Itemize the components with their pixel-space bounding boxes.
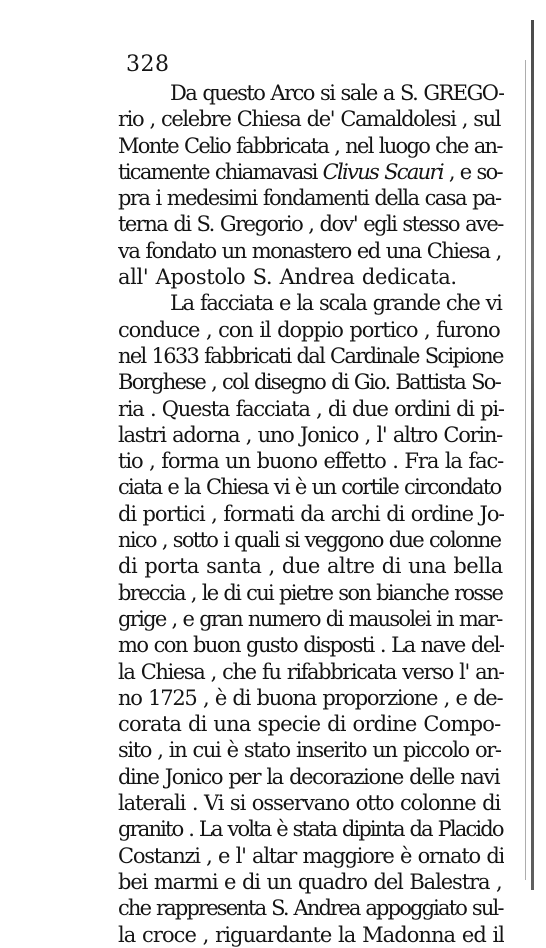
text-line: che rappresenta S. Andrea appoggiato sul- (118, 896, 503, 921)
text-line: nel 1633 fabbricati dal Cardinale Scipione (118, 343, 503, 368)
text-line: rio , celebre Chiesa de' Camaldolesi , sul (118, 107, 501, 132)
text-line: tio , forma un buono effetto . Fra la fac- (118, 449, 504, 474)
text-line: no 1725 , è di buona proporzione , e de- (118, 685, 503, 710)
text-line: grige , e gran numero di mausolei in mar- (118, 606, 502, 631)
italic-term: Clivus Scauri (322, 159, 443, 184)
body-text (118, 80, 504, 948)
text-line: Borghese , col disegno di Gio. Battista So- (118, 370, 501, 395)
text-line: dine Jonico per la decorazione delle navi (118, 764, 500, 789)
text-line: va fondato un monastero ed una Chiesa , (118, 238, 501, 263)
page-edge-shadow (531, 20, 534, 890)
text-line: breccia , le di cui pietre son bianche rosse (118, 580, 503, 605)
text-line: laterali . Vi si osservano otto colonne di (118, 791, 501, 816)
text-line: nico , sotto i quali si veggono due colonne (118, 528, 501, 553)
text-line: sito , in cui è stato inserito un piccolo or- (118, 738, 501, 763)
text-line: terna di S. Gregorio , dov' egli stesso ave- (118, 212, 503, 237)
text-line: lastri adorna , uno Jonico , l' altro Corin- (118, 422, 502, 447)
text-line: la Chiesa , che fu rifabbricata verso l' an- (118, 659, 504, 684)
text-line (118, 159, 504, 185)
text-line: di porta santa , due altre di una bella (118, 554, 503, 579)
text-line: mo con buon gusto disposti . La nave del- (118, 633, 504, 658)
text-line: pra i medesimi fondamenti della casa pa- (118, 186, 501, 211)
text-line: di portici , formati da archi di ordine Jo- (118, 501, 504, 526)
text-line: bei marmi e di un quadro del Balestra , (118, 869, 502, 894)
text-line: ria . Questa facciata , di due ordini di pi- (118, 396, 504, 421)
page-number: 328 (126, 52, 170, 77)
text-line: la croce , riguardante la Madonna ed il (118, 922, 504, 947)
text-line: corata di una specie di ordine Compo- (118, 712, 501, 737)
text-segment: ticamente chiamavasi (118, 159, 323, 184)
text-line: granito . La volta è stata dipinta da Placido (118, 817, 503, 842)
text-line: ciata e la Chiesa vi è un cortile circondato (118, 475, 501, 500)
text-line: all' Apostolo S. Andrea dedicata. (118, 265, 457, 290)
text-line: conduce , con il doppio portico , furono (118, 317, 500, 342)
text-segment: , e so- (442, 159, 502, 184)
text-line: Da questo Arco si sale a S. GREGO- (170, 81, 504, 105)
text-line: Costanzi , e l' altar maggiore è ornato di (118, 843, 504, 868)
page-edge-line (525, 60, 526, 880)
text-line: Monte Celio fabbricata , nel luogo che an- (118, 133, 502, 158)
text-line: La facciata e la scala grande che vi (170, 291, 502, 316)
